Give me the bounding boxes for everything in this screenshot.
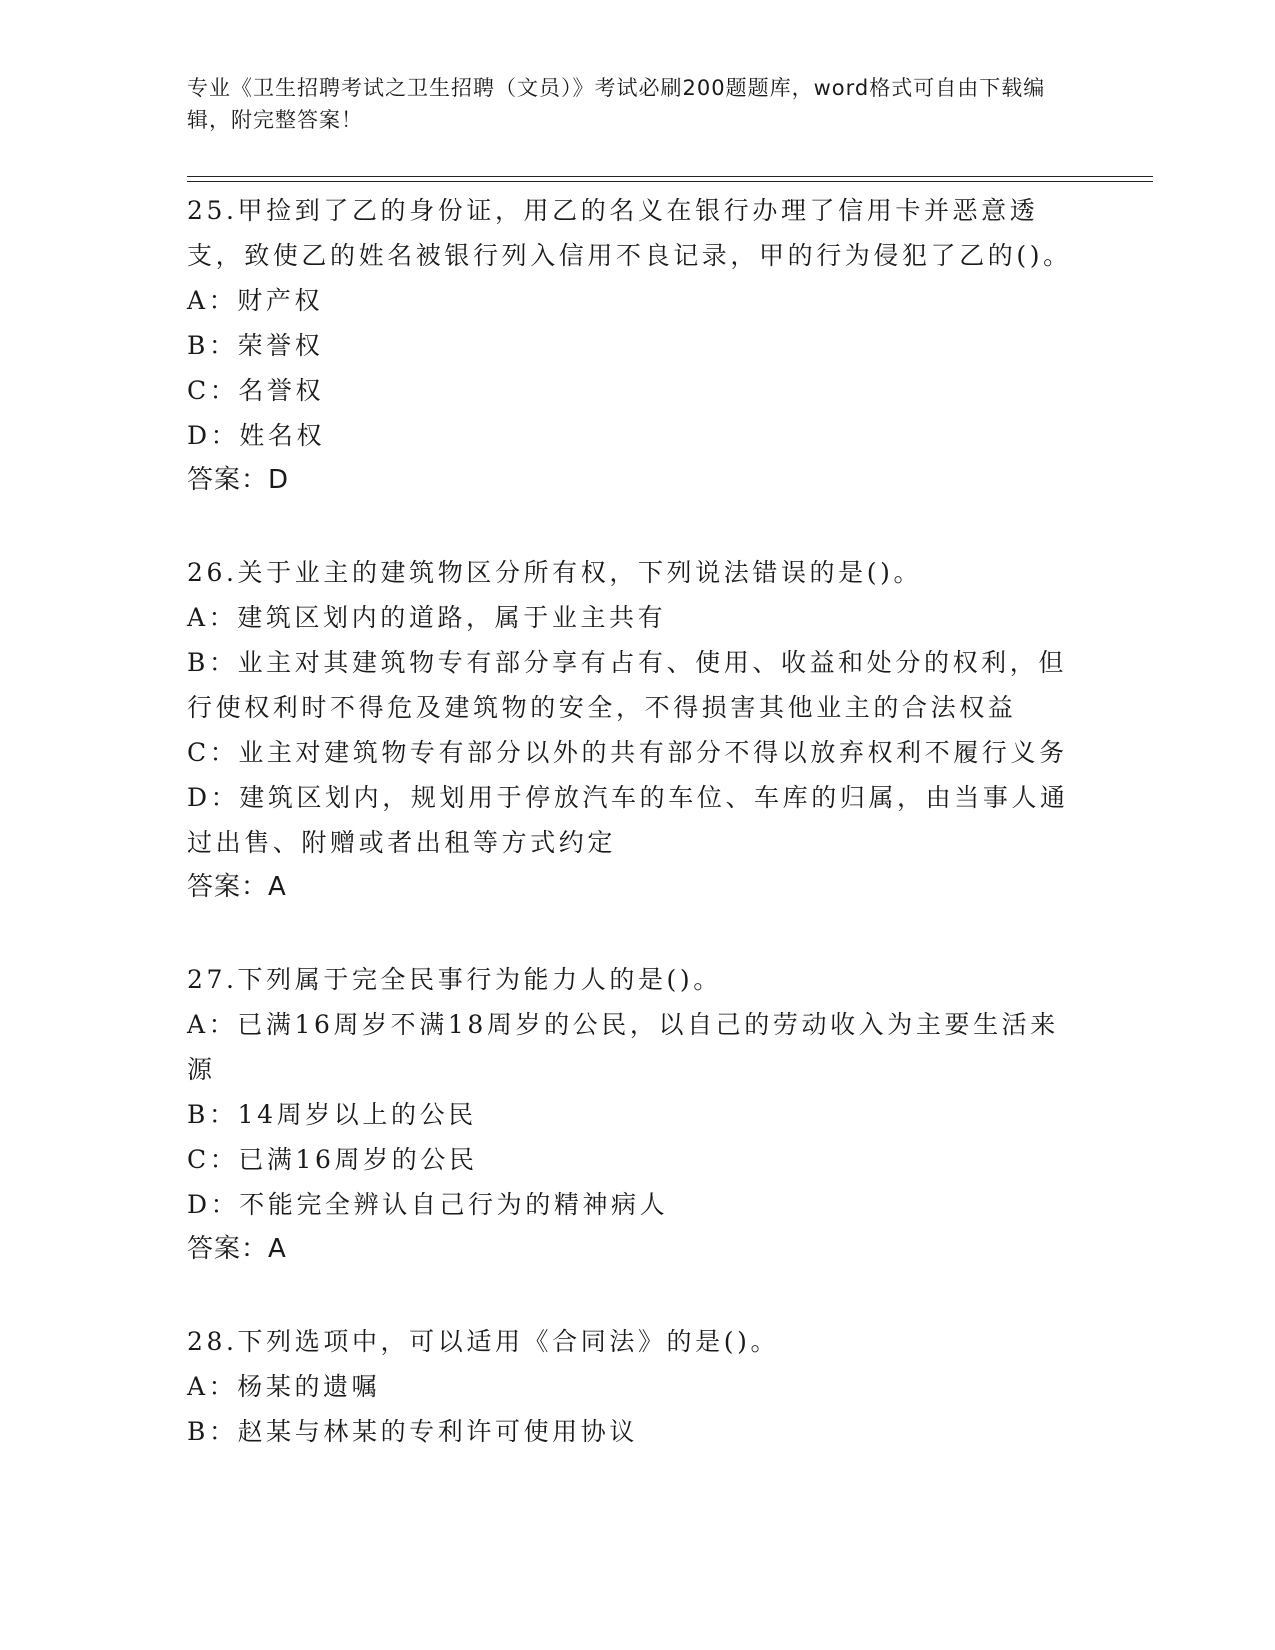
answer: 答案：D xyxy=(187,465,290,495)
answer: 答案：A xyxy=(187,1234,287,1264)
option-c: C：已满16周岁的公民 xyxy=(187,1145,478,1174)
question-stem: 28.下列选项中，可以适用《合同法》的是()。 xyxy=(187,1327,780,1356)
option-b: B：荣誉权 xyxy=(187,331,324,360)
question-26 xyxy=(187,550,1077,910)
option-d: D：建筑区划内，规划用于停放汽车的车位、车库的归属，由当事人通过出售、附赠或者出租等方式约定 xyxy=(187,783,1069,857)
option-c: C：名誉权 xyxy=(187,376,325,405)
question-stem: 25.甲捡到了乙的身份证，用乙的名义在银行办理了信用卡并恶意透支，致使乙的姓名被银行列入信用不良记录，甲的行为侵犯了乙的()。 xyxy=(187,196,1072,270)
question-28 xyxy=(187,1319,1077,1454)
option-b: B：赵某与林某的专利许可使用协议 xyxy=(187,1417,638,1446)
header-rule-bottom xyxy=(187,181,1153,182)
option-a: A：已满16周岁不满18周岁的公民，以自己的劳动收入为主要生活来源 xyxy=(187,1010,1059,1084)
question-stem: 26.关于业主的建筑物区分所有权，下列说法错误的是()。 xyxy=(187,558,923,587)
option-c: C：业主对建筑物专有部分以外的共有部分不得以放弃权利不履行义务 xyxy=(187,738,1068,767)
option-a: A：杨某的遗嘱 xyxy=(187,1372,381,1401)
header-rule-top xyxy=(187,176,1153,177)
option-b: B：14周岁以上的公民 xyxy=(187,1100,477,1129)
option-a: A：财产权 xyxy=(187,286,324,315)
question-stem: 27.下列属于完全民事行为能力人的是()。 xyxy=(187,965,722,994)
question-list xyxy=(187,188,1077,1501)
option-a: A：建筑区划内的道路，属于业主共有 xyxy=(187,603,667,632)
option-d: D：不能完全辨认自己行为的精神病人 xyxy=(187,1190,669,1219)
option-b: B：业主对其建筑物专有部分享有占有、使用、收益和处分的权利，但行使权利时不得危及建筑物的安全，不得损害其他业主的合法权益 xyxy=(187,648,1067,722)
document-header: 专业《卫生招聘考试之卫生招聘（文员）》考试必刷200题题库，word格式可自由下载编辑，附完整答案！ xyxy=(187,76,1046,132)
option-d: D：姓名权 xyxy=(187,421,326,450)
question-27 xyxy=(187,957,1077,1272)
question-25 xyxy=(187,188,1077,503)
answer: 答案：A xyxy=(187,872,287,902)
